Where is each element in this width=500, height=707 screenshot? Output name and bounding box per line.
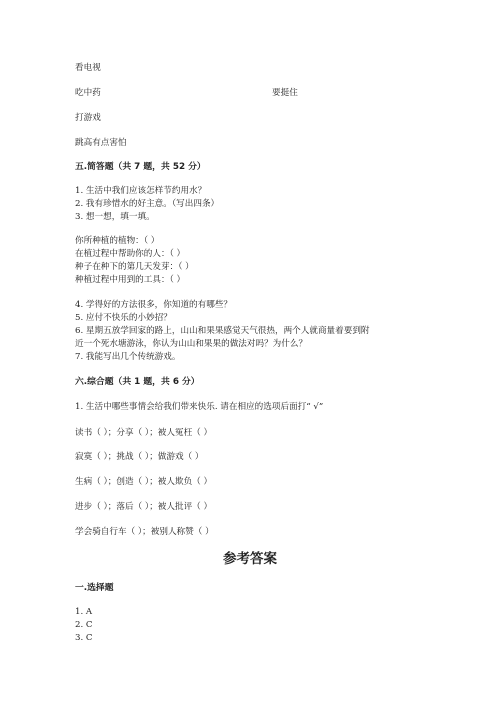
happiness-row-5: 学会骑自行车（ ）；被别人称赞（ ） (75, 527, 214, 537)
section5-q5: 5. 应付不快乐的小妙招？ (75, 313, 172, 323)
answers-heading: 一.选择题 (75, 583, 114, 593)
fill-line-tools: 种植过程中用到的工具：（ ） (75, 275, 186, 285)
fill-line-sprout-day: 种子在种下的第几天发芽：（ ） (75, 262, 194, 272)
happiness-row-2: 寂寞（ ）；挑战（ ）；做游戏（ ） (75, 452, 204, 462)
line-stay-strong: 要挺住 (272, 88, 298, 98)
section5-q2: 2. 我有珍惜水的好主意。（写出四条） (75, 199, 220, 209)
answer-item-3: 3. C (75, 633, 93, 643)
section5-q6-line2: 近一个死水塘游泳，你认为山山和果果的做法对吗？为什么？ (75, 339, 308, 349)
section6-heading: 六.综合题（共 1 题，共 6 分） (75, 377, 200, 387)
happiness-row-4: 进步（ ）；落后（ ）；被人批评（ ） (75, 502, 213, 512)
happiness-row-3: 生病（ ）；创造（ ）；被人欺负（ ） (75, 477, 213, 487)
line-play-games: 打游戏 (75, 113, 101, 123)
section5-q1: 1. 生活中我们应该怎样节约用水？ (75, 186, 207, 196)
happiness-row-1: 读书（ ）；分享（ ）；被人冤枉（ ） (75, 428, 213, 438)
section5-q4: 4. 学得好的方法很多，你知道的有哪些？ (75, 300, 233, 310)
fill-line-plant: 你所种植的植物：（ ） (75, 236, 160, 246)
section5-q7: 7. 我能写出几个传统游戏。 (75, 352, 181, 362)
answers-title: 参考答案 (223, 551, 277, 567)
line-take-medicine: 吃中药 (75, 88, 101, 98)
line-watch-tv: 看电视 (75, 63, 101, 73)
line-jump-high: 跳高有点害怕 (75, 138, 127, 148)
answer-item-2: 2. C (75, 620, 93, 630)
answer-item-1: 1. A (75, 607, 93, 617)
fill-line-helper: 在植过程中帮助你的人：（ ） (75, 249, 186, 259)
section6-q1: 1. 生活中哪些事情会给我们带来快乐. 请在相应的选项后面打“ √” (75, 402, 324, 412)
section5-heading: 五.简答题（共 7 题，共 52 分） (75, 162, 206, 172)
section5-q3: 3. 想一想，填一填。 (75, 212, 155, 222)
section5-q6-line1: 6. 星期五放学回家的路上，山山和果果感觉天气很热，两个人就商量着要到附 (75, 326, 370, 336)
